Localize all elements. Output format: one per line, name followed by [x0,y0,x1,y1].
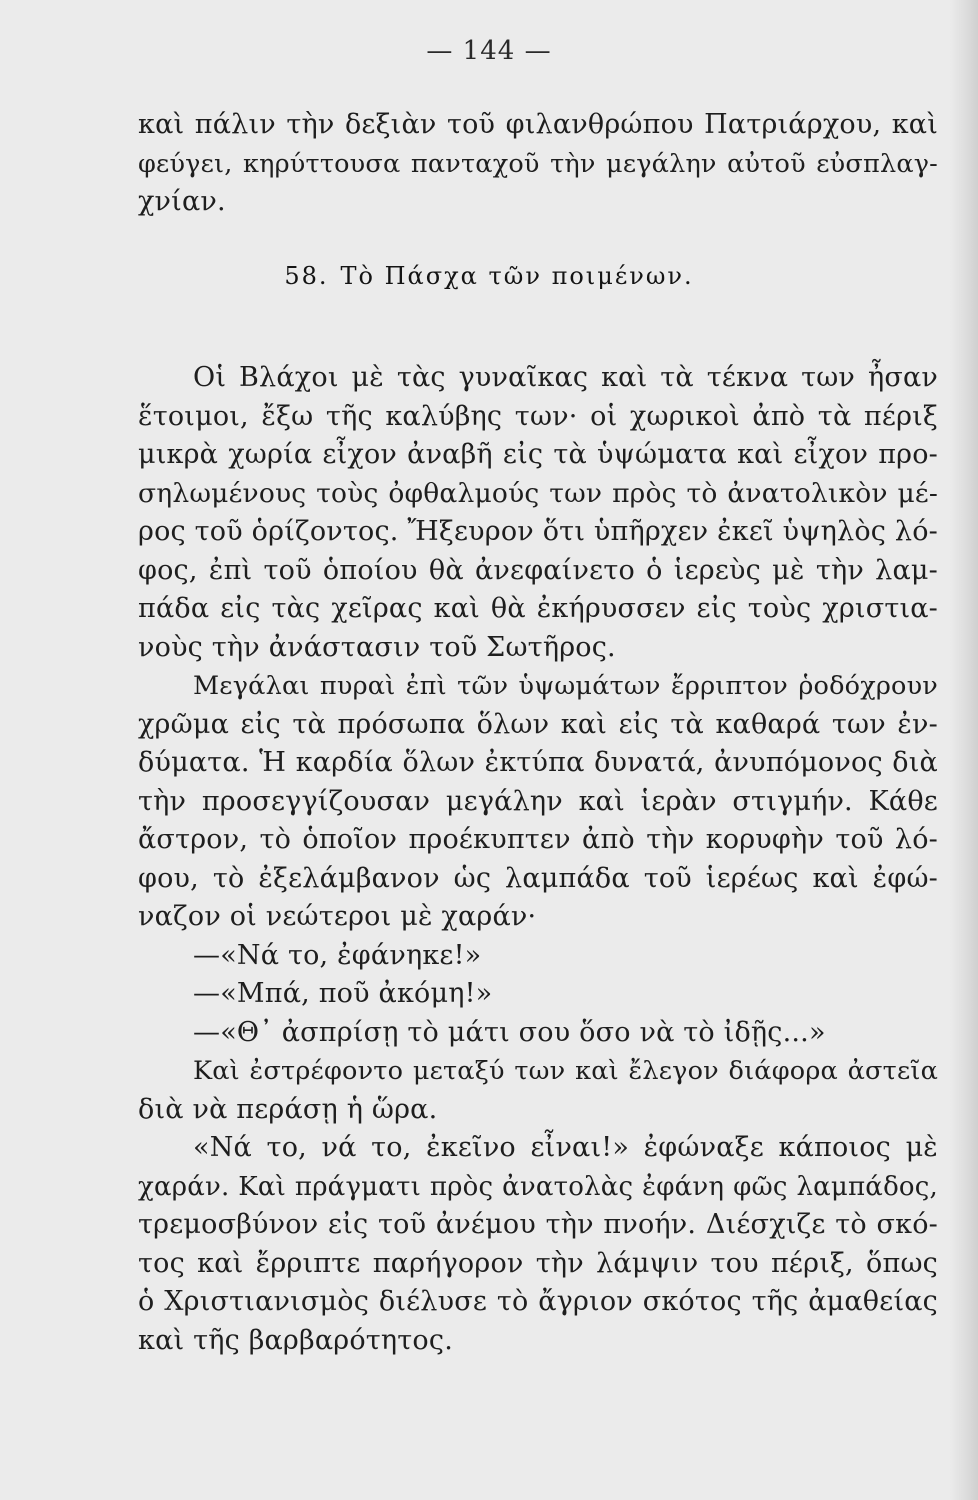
text-line: καὶ πάλιν τὴν δεξιὰν τοῦ φιλανθρώπου Πατριάρχου, καὶ [138,109,938,140]
text-line: διὰ νὰ περάσῃ ἡ ὥρα. [138,1093,438,1125]
text-line: χνίαν. [138,186,226,217]
dialogue-line: —«Μπά, ποῦ ἀκόμη!» [193,978,493,1009]
body-text [138,359,938,1360]
text-line: ἕτοιμοι, ἔξω τῆς καλύβης των· οἱ χωρικοὶ ἀπὸ τὰ πέριξ [138,400,938,432]
text-line: ναζον οἱ νεώτεροι μὲ χαράν· [138,901,537,932]
text-line: πάδα εἰς τὰς χεῖρας καὶ θὰ ἐκήρυσσεν εἰς τοὺς χριστια- [138,593,938,624]
text-line: χαράν. Καὶ πράγματι πρὸς ἀνατολὰς ἐφάνη φῶς λαμπάδος, [138,1171,938,1202]
text-line: Μεγάλαι πυραὶ ἐπὶ τῶν ὑψωμάτων ἔρριπτον ῥοδόχρουν [193,671,938,701]
text-line: τρεμοσβύνον εἰς τοῦ ἀνέμου τὴν πνοήν. Διέσχιζε τὸ σκό- [138,1209,938,1240]
page-number: — 144 — [426,36,552,66]
text-line: φου, τὸ ἐξελάμβανον ὡς λαμπάδα τοῦ ἱερέως καὶ ἐφώ- [138,862,938,894]
text-line: δύματα. Ἡ καρδία ὅλων ἐκτύπα δυνατά, ἀνυπόμονος διὰ [138,747,938,778]
page-edge-shadow [950,0,978,1500]
text-line: μικρὰ χωρία εἶχον ἀναβῆ εἰς τὰ ὑψώματα καὶ εἶχον προ- [138,439,938,470]
text-line: ρος τοῦ ὁρίζοντος. Ἤξευρον ὅτι ὑπῆρχεν ἐκεῖ ὑψηλὸς λό- [138,516,938,547]
text-line: ἄστρον, τὸ ὁποῖον προέκυπτεν ἀπὸ τὴν κορυφὴν τοῦ λό- [138,824,938,855]
text-line: χρῶμα εἰς τὰ πρόσωπα ὅλων καὶ εἰς τὰ καθαρά των ἐν- [138,708,938,740]
text-line: Οἱ Βλάχοι μὲ τὰς γυναῖκας καὶ τὰ τέκνα των ἦσαν [193,362,938,393]
text-line: φος, ἐπὶ τοῦ ὁποίου θὰ ἀνεφαίνετο ὁ ἱερεὺς μὲ τὴν λαμ- [138,554,938,586]
dialogue-line: —«Νά το, ἐφάνηκε!» [193,939,482,971]
section-heading [0,262,978,290]
text-line: τὴν προσεγγίζουσαν μεγάλην καὶ ἱερὰν στιγμήν. Κάθε [138,785,938,817]
text-line: Καὶ ἐστρέφοντο μεταξύ των καὶ ἔλεγον διάφορα ἀστεῖα [193,1056,938,1086]
text-line: σηλωμένους τοὺς ὀφθαλμούς των πρὸς τὸ ἀνατολικὸν μέ- [138,477,938,509]
text-line: ὁ Χριστιανισμὸς διέλυσε τὸ ἄγριον σκότος τῆς ἀμαθείας [138,1286,938,1317]
text-line: νοὺς τὴν ἀνάστασιν τοῦ Σωτῆρος. [138,631,616,663]
text-line: καὶ τῆς βαρβαρότητος. [138,1324,453,1356]
text-line: «Νά το, νά το, ἐκεῖνο εἶναι!» ἐφώναξε κάποιος μὲ [193,1132,938,1163]
intro-paragraph [138,106,938,222]
section-title: Τὸ Πάσχα τῶν ποιμένων. [340,262,694,290]
text-line: φεύγει, κηρύττουσα πανταχοῦ τὴν μεγάλην αὐτοῦ εὐσπλαγ- [138,148,938,179]
text-line: τος καὶ ἔρριπτε παρήγορον τὴν λάμψιν του πέριξ, ὅπως [138,1247,938,1279]
section-number: 58. [284,262,329,290]
dialogue-line: —«Θ᾽ ἀσπρίσῃ τὸ μάτι σου ὅσο νὰ τὸ ἰδῇς...» [193,1016,826,1048]
